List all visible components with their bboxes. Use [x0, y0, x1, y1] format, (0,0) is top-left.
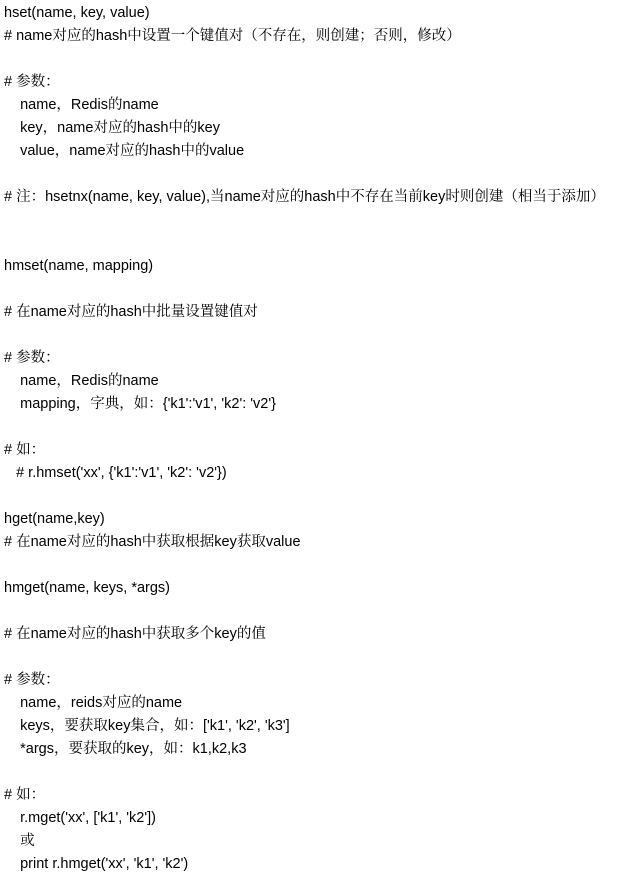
- example-line: r.mget('xx', ['k1', 'k2']): [4, 810, 156, 826]
- code-document: [4, 2, 624, 876]
- code-line: hget(name,key): [4, 511, 105, 527]
- param-line: key，name对应的hash中的key: [4, 120, 220, 136]
- example-line: print r.hmget('xx', 'k1', 'k2'): [4, 856, 189, 872]
- blank-line: [4, 646, 624, 669]
- example-line: 或: [4, 833, 35, 849]
- blank-line: [4, 416, 624, 439]
- comment-line: # 在name对应的hash中批量设置键值对: [4, 304, 258, 320]
- param-line: mapping，字典，如：{'k1':'v1', 'k2': 'v2'}: [4, 396, 276, 412]
- blank-line: [4, 48, 624, 71]
- blank-line: [4, 324, 624, 347]
- param-line: name，Redis的name: [4, 97, 159, 113]
- comment-line: # 在name对应的hash中获取根据key获取value: [4, 534, 301, 550]
- blank-line: [4, 600, 624, 623]
- blank-line: [4, 163, 624, 186]
- comment-line: # 如：: [4, 442, 46, 458]
- comment-line: # name对应的hash中设置一个键值对（不存在，则创建；否则，修改）: [4, 28, 461, 44]
- comment-line: # 在name对应的hash中获取多个key的值: [4, 626, 266, 642]
- param-line: value，name对应的hash中的value: [4, 143, 245, 159]
- param-line: keys，要获取key集合，如：['k1', 'k2', 'k3']: [4, 718, 290, 734]
- example-line: # r.hmset('xx', {'k1':'v1', 'k2': 'v2'}): [4, 465, 227, 481]
- code-line: hmset(name, mapping): [4, 258, 154, 274]
- param-line: name，reids对应的name: [4, 695, 183, 711]
- blank-line: [4, 485, 624, 508]
- blank-line: [4, 761, 624, 784]
- comment-line: # 参数：: [4, 74, 60, 90]
- code-line: hmget(name, keys, *args): [4, 580, 171, 596]
- comment-line: # 如：: [4, 787, 46, 803]
- comment-line: # 注：hsetnx(name, key, value),当name对应的hash中不存在当前key时则创建（相当于添加）: [4, 189, 605, 205]
- comment-line: # 参数：: [4, 672, 60, 688]
- blank-line: [4, 232, 624, 255]
- param-line: *args，要获取的key，如：k1,k2,k3: [4, 741, 247, 757]
- blank-line: [4, 554, 624, 577]
- code-line: hset(name, key, value): [4, 5, 150, 21]
- blank-line: [4, 278, 624, 301]
- param-line: name，Redis的name: [4, 373, 159, 389]
- comment-line: # 参数：: [4, 350, 60, 366]
